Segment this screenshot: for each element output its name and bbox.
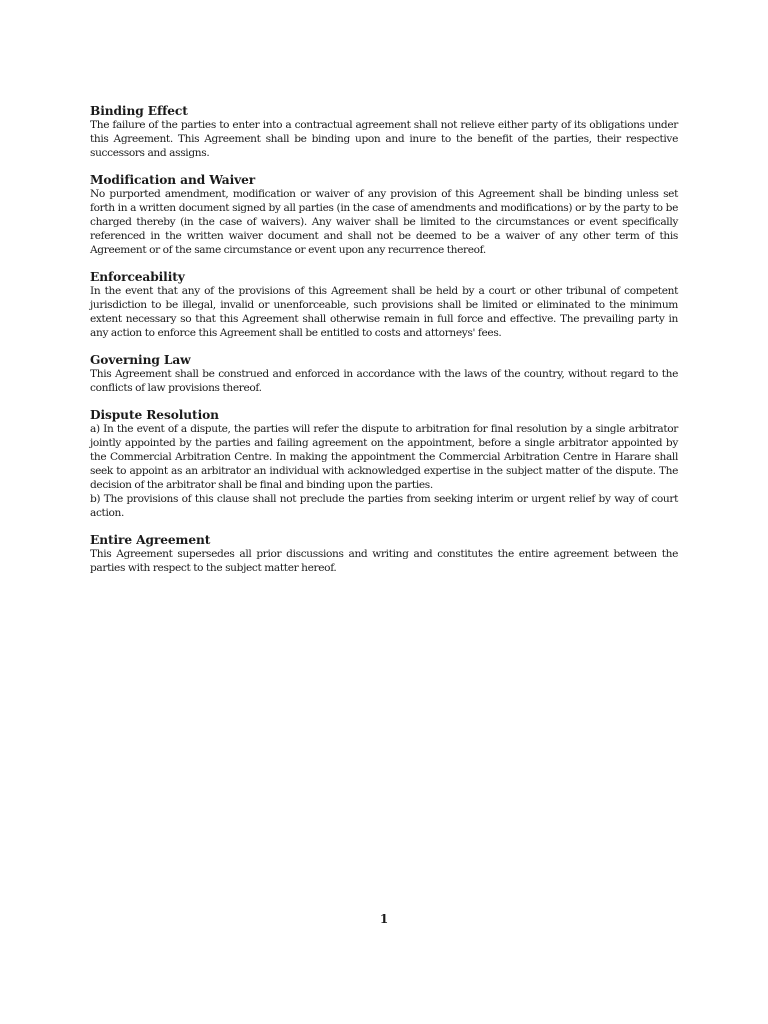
section-binding-effect <box>90 104 678 160</box>
section-paragraph: b) The provisions of this clause shall not preclude the parties from seeking interim or urgent relief by way of court action. <box>90 493 678 519</box>
section-paragraph: In the event that any of the provisions of this Agreement shall be held by a court or other tribunal of competent jurisdiction to be illegal, invalid or unenforceable, such provisions shall be limited or eliminated to the minimum extent necessary so that this Agreement shall otherwise remain in full force and effective. The prevailing party in any action to enforce this Agreement shall be entitled to costs and attorneys' fees. <box>90 285 678 339</box>
section-heading: Binding Effect <box>90 104 188 118</box>
section-entire-agreement <box>90 533 678 575</box>
page-number: 1 <box>379 912 389 926</box>
section-paragraph: a) In the event of a dispute, the parties will refer the dispute to arbitration for final resolution by a single arbitrator jointly appointed by the parties and failing agreement on the appointment, before a single arbitrator appointed by the Commercial Arbitration Centre. In making the appointment the Commercial Arbitration Centre in Harare shall seek to appoint as an arbitrator an individual with acknowledged expertise in the subject matter of the dispute. The decision of the arbitrator shall be final and binding upon the parties. <box>90 423 678 491</box>
section-heading: Dispute Resolution <box>90 408 219 422</box>
section-modification-and-waiver <box>90 173 678 257</box>
section-paragraph: No purported amendment, modification or waiver of any provision of this Agreement shall be binding unless set forth in a written document signed by all parties (in the case of amendments and modifications) or by the party to be charged thereby (in the case of waivers). Any waiver shall be limited to the circumstances or event specifically referenced in the written waiver document and shall not be deemed to be a waiver of any other term of this Agreement or of the same circumstance or event upon any recurrence thereof. <box>90 188 678 256</box>
section-paragraph: This Agreement shall be construed and enforced in accordance with the laws of the country, without regard to the conflicts of law provisions thereof. <box>90 368 678 394</box>
section-heading: Governing Law <box>90 353 191 367</box>
document-body <box>90 104 678 588</box>
section-heading: Enforceability <box>90 270 185 284</box>
section-paragraph: This Agreement supersedes all prior discussions and writing and constitutes the entire agreement between the parties with respect to the subject matter hereof. <box>90 548 678 574</box>
section-dispute-resolution <box>90 408 678 520</box>
section-enforceability <box>90 270 678 340</box>
section-governing-law <box>90 353 678 395</box>
section-heading: Entire Agreement <box>90 533 211 547</box>
section-heading: Modification and Waiver <box>90 173 256 187</box>
section-paragraph: The failure of the parties to enter into a contractual agreement shall not relieve either party of its obligations under this Agreement. This Agreement shall be binding upon and inure to the benefit of the parties, their respective successors and assigns. <box>90 119 678 159</box>
